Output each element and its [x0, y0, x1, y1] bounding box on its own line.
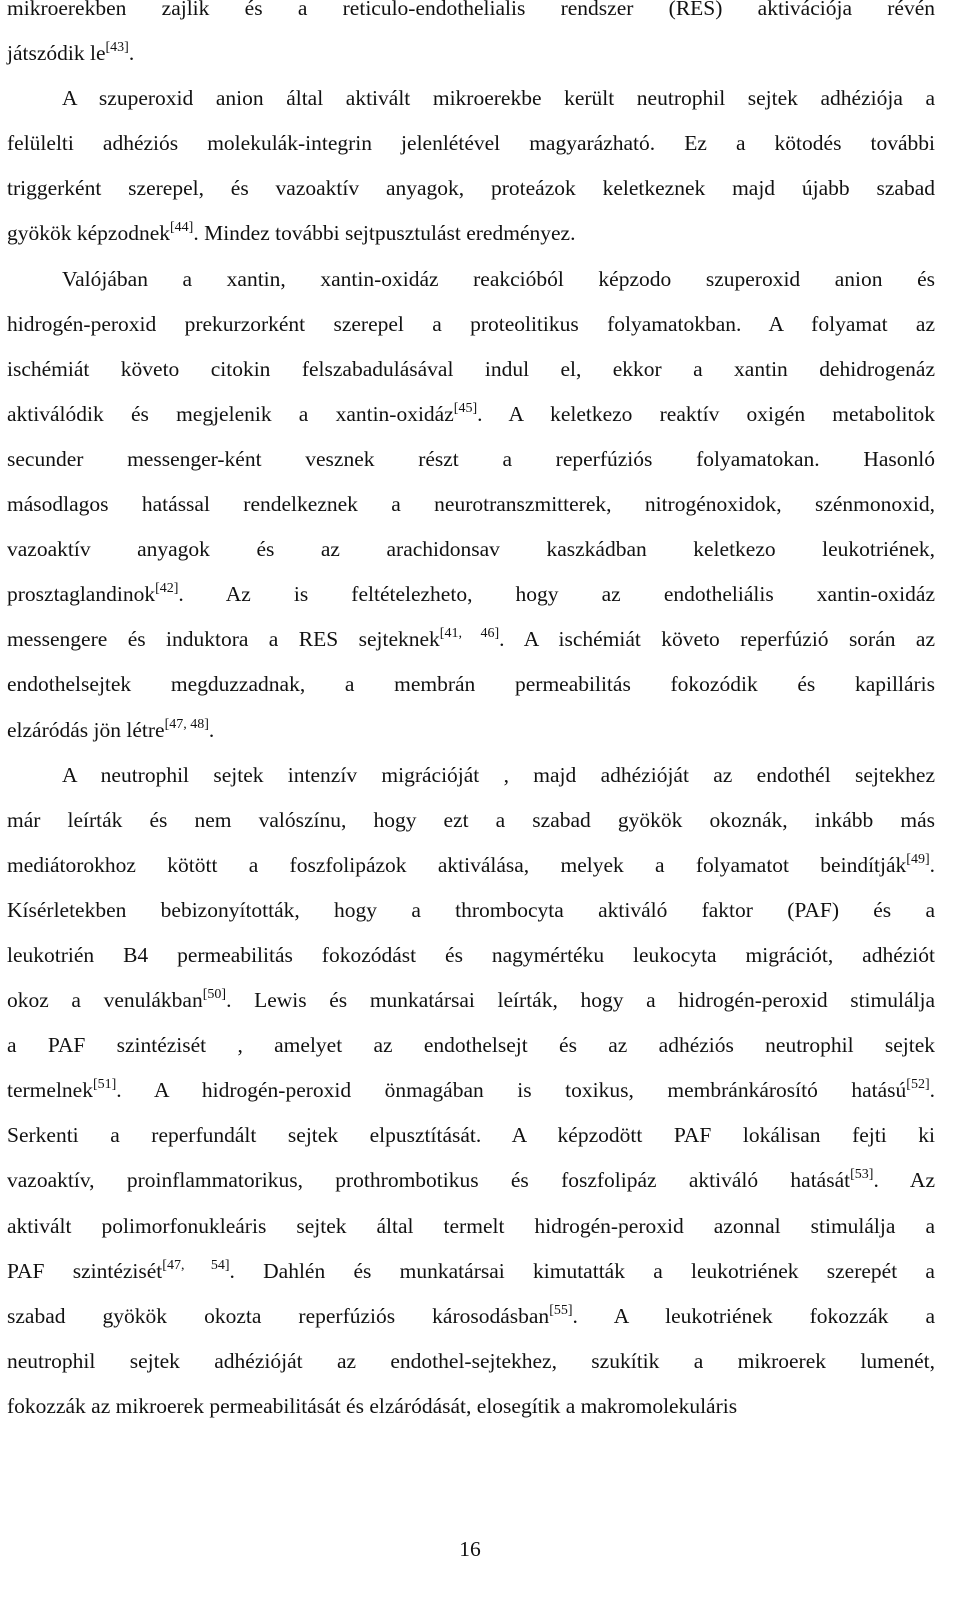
text-line: másodlagos hatással rendelkeznek a neurotranszmitterek, nitrogénoxidok, szénmonoxid,	[7, 492, 935, 517]
text-line: a PAF szintézisét , amelyet az endothelsejt és az adhéziós neutrophil sejtek	[7, 1033, 935, 1058]
text-line: Serkenti a reperfundált sejtek elpusztítását. A képzodött PAF lokálisan fejti ki	[7, 1123, 935, 1148]
text-line: PAF szintézisét[47, 54]. Dahlén és munkatársai kimutatták a leukotriének szerepét a	[7, 1257, 935, 1283]
text-line: A szuperoxid anion által aktivált mikroerekbe került neutrophil sejtek adhéziója a	[62, 86, 935, 111]
body-text	[7, 0, 935, 1429]
citation-reference: [53]	[850, 1167, 874, 1183]
text-line: már leírták és nem valószínu, hogy ezt a szabad gyökök okoznák, inkább más	[7, 807, 935, 832]
paragraph	[7, 753, 935, 1429]
citation-reference: [43]	[105, 40, 129, 56]
citation-reference: [52]	[906, 1077, 930, 1093]
text-line: prosztaglandinok[42]. Az is feltételezheto, hogy az endotheliális xantin-oxidáz	[7, 581, 935, 607]
text-line: termelnek[51]. A hidrogén-peroxid önmagában is toxikus, membránkárosító hatású[52].	[7, 1077, 935, 1103]
text-line: szabad gyökök okozta reperfúziós károsodásban[55]. A leukotriének fokozzák a	[7, 1302, 935, 1328]
text-line: vazoaktív, proinflammatorikus, prothrombotikus és foszfolipáz aktiváló hatását[53]. Az	[7, 1167, 935, 1193]
text-line: mikroerekben zajlik és a reticulo-endothelialis rendszer (RES) aktivációja révén	[7, 0, 935, 20]
citation-reference: [51]	[92, 1077, 117, 1093]
text-line: vazoaktív anyagok és az arachidonsav kaszkádban keletkezo leukotriének,	[7, 537, 935, 562]
citation-reference: [45]	[453, 400, 478, 416]
citation-reference: [47, 54]	[162, 1257, 230, 1273]
text-line: Valójában a xantin, xantin-oxidáz reakcióból képzodo szuperoxid anion és	[62, 266, 935, 291]
text-line: leukotrién B4 permeabilitás fokozódást és nagymértéku leukocyta migrációt, adhéziót	[7, 942, 935, 967]
paragraph	[7, 257, 935, 753]
text-line: fokozzák az mikroerek permeabilitását és elzáródását, elosegítik a makromolekuláris	[7, 1393, 738, 1418]
citation-reference: [41, 46]	[439, 626, 500, 642]
text-line: játszódik le[43].	[7, 40, 135, 66]
text-line: triggerként szerepel, és vazoaktív anyagok, proteázok keletkeznek majd újabb szabad	[7, 176, 935, 201]
text-line: secunder messenger-ként vesznek részt a reperfúziós folyamatokan. Hasonló	[7, 446, 935, 471]
text-line: ischémiát követo citokin felszabadulásával indul el, ekkor a xantin dehidrogenáz	[7, 356, 935, 381]
text-line: aktiválódik és megjelenik a xantin-oxidáz[45]. A keletkezo reaktív oxigén metabolitok	[7, 400, 935, 426]
text-line: endothelsejtek megduzzadnak, a membrán permeabilitás fokozódik és kapilláris	[7, 672, 935, 697]
text-line: aktivált polimorfonukleáris sejtek által termelt hidrogén-peroxid azonnal stimulálja a	[7, 1213, 935, 1238]
citation-reference: [44]	[170, 220, 194, 236]
page-number: 16	[459, 1537, 481, 1561]
text-line: okoz a venulákban[50]. Lewis és munkatársai leírták, hogy a hidrogén-peroxid stimulálja	[7, 987, 936, 1013]
citation-reference: [42]	[155, 581, 179, 597]
text-line: neutrophil sejtek adhézióját az endothel-sejtekhez, szukítik a mikroerek lumenét,	[7, 1348, 935, 1373]
paragraph	[7, 76, 935, 256]
text-line: A neutrophil sejtek intenzív migrációját , majd adhézióját az endothél sejtekhez	[62, 762, 935, 787]
citation-reference: [55]	[549, 1302, 573, 1318]
document-page	[7, 0, 935, 1429]
paragraph	[7, 0, 935, 76]
citation-reference: [49]	[906, 851, 930, 867]
citation-reference: [47, 48]	[164, 716, 209, 732]
text-line: gyökök képzodnek[44]. Mindez további sejtpusztulást eredményez.	[7, 220, 576, 246]
citation-reference: [50]	[202, 987, 227, 1003]
text-line: hidrogén-peroxid prekurzorként szerepel a proteolitikus folyamatokban. A folyamat az	[7, 311, 935, 336]
text-line: messengere és induktora a RES sejteknek[41, 46]. A ischémiát követo reperfúzió során az	[7, 626, 936, 652]
text-line: felülelti adhéziós molekulák-integrin jelenlétével magyarázható. Ez a kötodés további	[7, 131, 935, 156]
text-line: Kísérletekben bebizonyították, hogy a thrombocyta aktiváló faktor (PAF) és a	[7, 897, 935, 922]
text-line: mediátorokhoz kötött a foszfolipázok aktiválása, melyek a folyamatot beindítják[49].	[7, 851, 935, 877]
text-line: elzáródás jön létre[47, 48].	[7, 716, 215, 742]
